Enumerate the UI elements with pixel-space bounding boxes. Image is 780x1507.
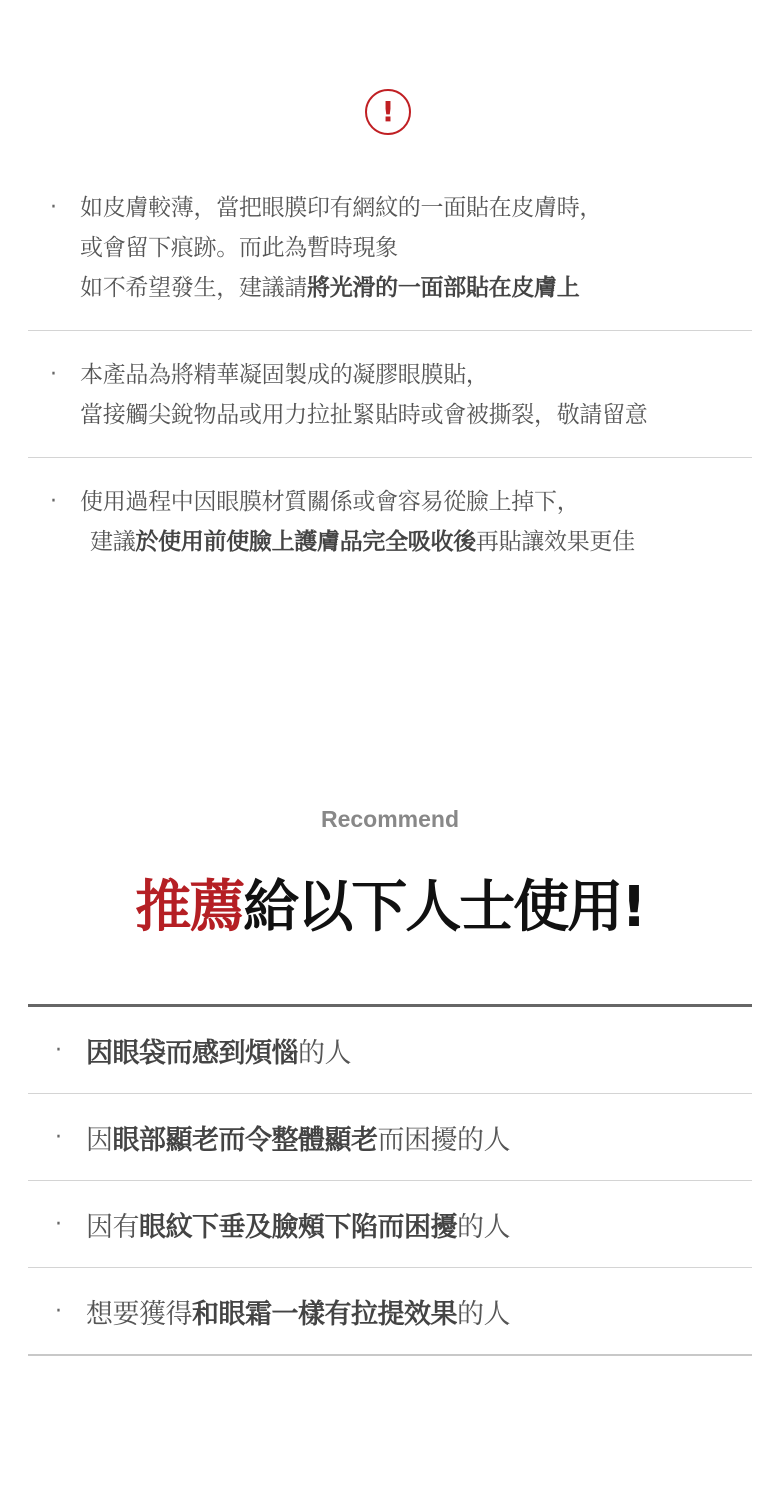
headline-rest: 給以下人士使用! [243, 875, 645, 940]
recommend-headline [0, 868, 780, 948]
note-text: 再貼讓效果更佳 [475, 529, 635, 555]
note-line [80, 522, 752, 562]
headline-accent: 推薦 [135, 875, 244, 940]
list-item [28, 1007, 752, 1094]
item-text-emphasis: 和眼霜一樣有拉提效果 [192, 1298, 457, 1330]
item-text-plain: 想要獲得 [86, 1298, 192, 1330]
bullet-dot: · [55, 1124, 62, 1150]
bullet-dot: · [50, 362, 57, 387]
note-emphasis: 將光滑的一面部貼在皮膚上 [307, 275, 580, 301]
note-text: 如不希望發生，建議請 [80, 275, 308, 301]
list-item-text [28, 1118, 510, 1157]
bullet-dot: · [55, 1037, 62, 1063]
item-text-plain: 的人 [298, 1037, 351, 1069]
item-text-plain: 的人 [457, 1211, 510, 1243]
item-text-plain: 因有 [86, 1211, 139, 1243]
recommended-users-list [28, 1004, 752, 1356]
exclamation-mark: ! [381, 95, 395, 128]
caution-notes [28, 180, 752, 570]
note-emphasis: 於使用前使臉上護膚品完全吸收後 [135, 529, 476, 555]
caution-note [28, 331, 752, 458]
bullet-dot: · [55, 1211, 62, 1237]
recommend-label: Recommend [320, 806, 460, 832]
bullet-dot: · [50, 195, 57, 220]
note-line: 當接觸尖銳物品或用力拉扯緊貼時或會被撕裂，敬請留意 [80, 402, 648, 428]
bullet-dot: · [50, 489, 57, 514]
list-item-text [28, 1292, 510, 1331]
note-line: 或會留下痕跡。而此為暫時現象 [80, 235, 398, 261]
note-line [80, 268, 752, 308]
note-text: 建議 [90, 529, 136, 555]
item-text-emphasis: 眼紋下垂及臉頰下陷而困擾 [139, 1211, 457, 1243]
exclamation-circle-icon [365, 89, 411, 135]
caution-note [28, 180, 752, 331]
list-item [28, 1268, 752, 1356]
bullet-dot: · [55, 1298, 62, 1324]
item-text-plain: 的人 [457, 1298, 510, 1330]
item-text-emphasis: 因眼袋而感到煩惱 [86, 1037, 298, 1069]
caution-note [28, 458, 752, 570]
note-line: 使用過程中因眼膜材質關係或會容易從臉上掉下， [80, 489, 580, 515]
item-text-plain: 因 [86, 1124, 113, 1156]
list-item-text [28, 1031, 351, 1070]
list-item [28, 1181, 752, 1268]
note-line: 如皮膚較薄，當把眼膜印有網紋的一面貼在皮膚時， [80, 195, 603, 221]
item-text-plain: 而困擾的人 [377, 1124, 510, 1156]
item-text-emphasis: 眼部顯老而令整體顯老 [112, 1124, 378, 1156]
list-item-text [28, 1205, 510, 1244]
note-line: 本產品為將精華凝固製成的凝膠眼膜貼， [80, 362, 489, 388]
list-item [28, 1094, 752, 1181]
